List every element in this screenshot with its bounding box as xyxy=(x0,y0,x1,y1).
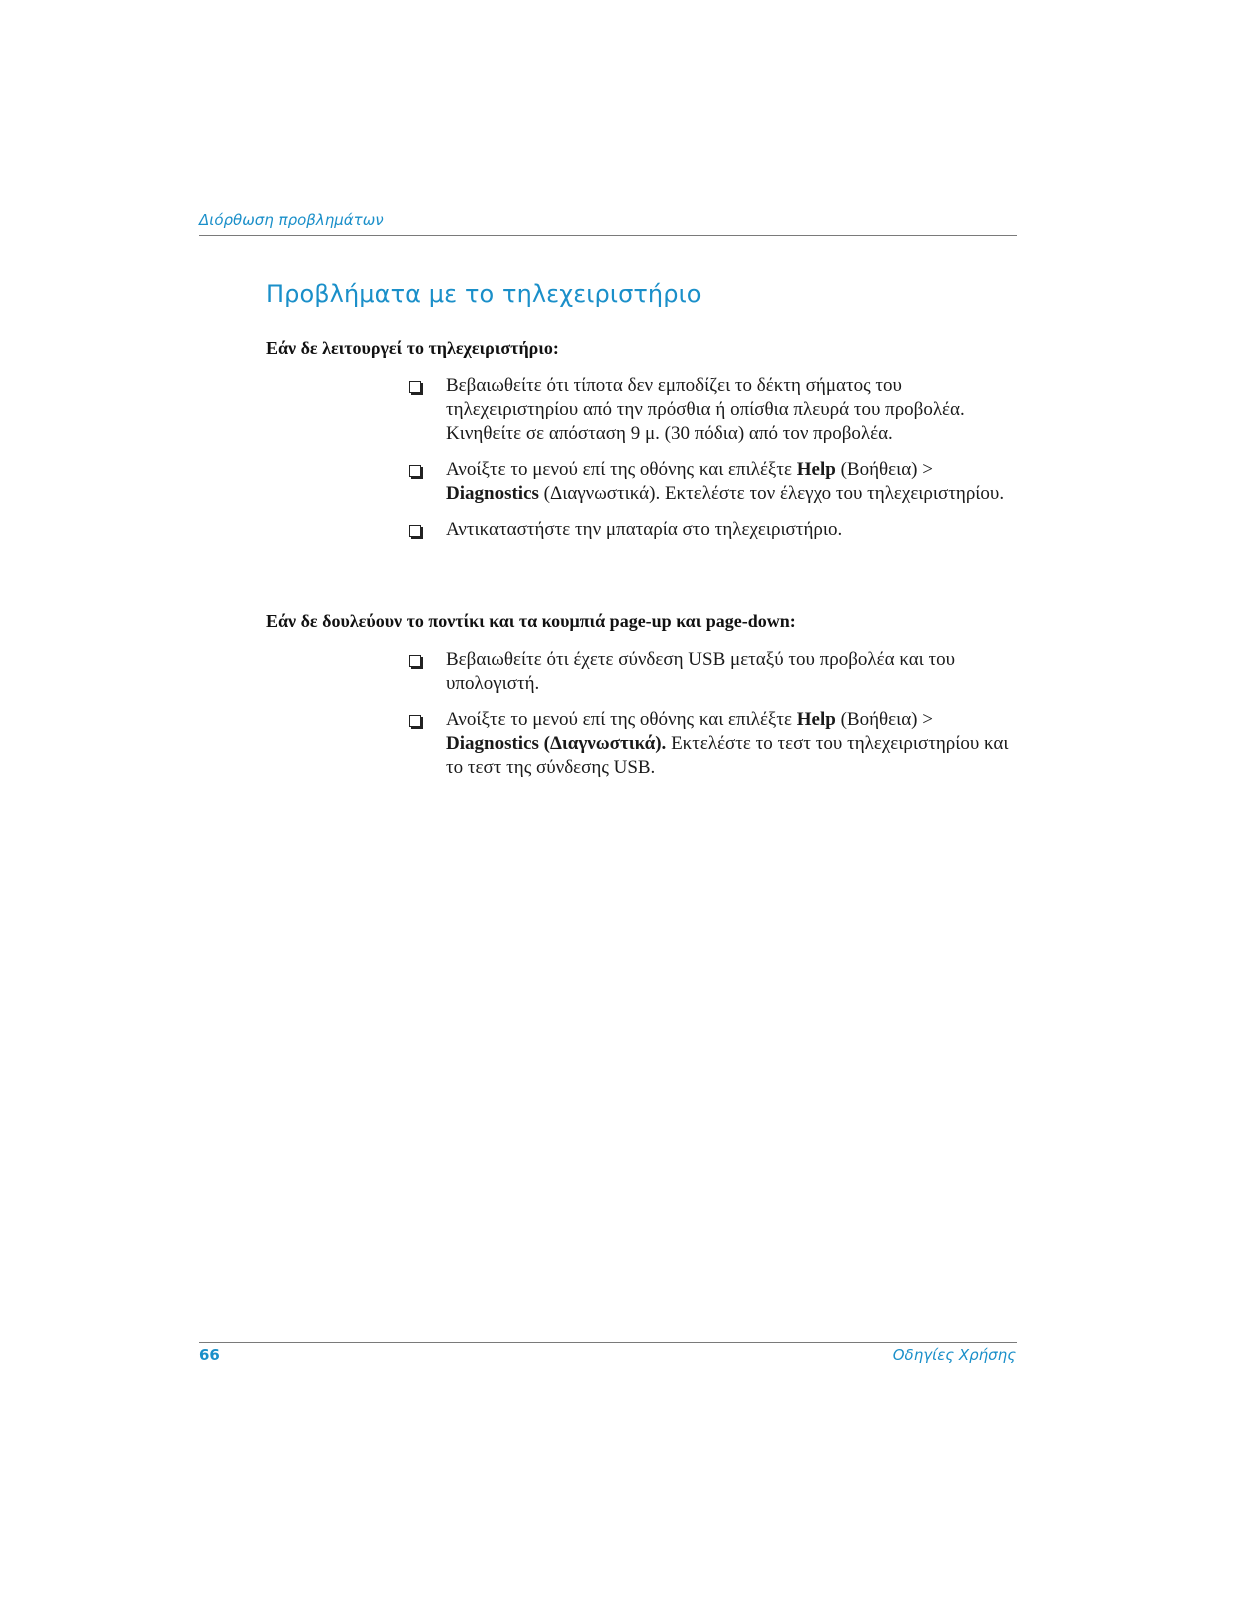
checkbox-bullet-icon xyxy=(409,715,421,727)
list-item xyxy=(407,648,1027,696)
bullet-list-mouse xyxy=(407,648,1027,792)
list-item xyxy=(407,708,1027,780)
list-item-text-post: (Διαγνωστικά). Εκτελέστε τον έλεγχο του τηλεχειριστηρίου. xyxy=(538,483,1005,504)
checkbox-bullet-icon xyxy=(409,465,421,477)
list-item xyxy=(407,518,1027,542)
checkbox-bullet-icon xyxy=(409,381,421,393)
subheading-remote: Εάν δε λειτουργεί το τηλεχειριστήριο: xyxy=(266,338,559,358)
bullet-list-remote xyxy=(407,374,1027,554)
list-item xyxy=(407,374,1027,446)
checkbox-bullet-icon xyxy=(409,655,421,667)
list-item-text-mid: (Βοήθεια) > xyxy=(835,709,933,730)
list-item-text-mid: (Βοήθεια) > xyxy=(835,459,933,480)
header-rule xyxy=(199,235,1017,236)
list-item-text: Αντικαταστήστε την μπαταρία στο τηλεχειριστήριο. xyxy=(446,519,843,540)
footer-doc-title: Οδηγίες Χρήσης xyxy=(892,1346,1016,1364)
menu-term-help: Help xyxy=(796,709,836,730)
subheading-mouse-buttons: Εάν δε δουλεύουν το ποντίκι και τα κουμπιά page-up και page-down: xyxy=(266,611,796,631)
footer-rule xyxy=(199,1342,1017,1343)
list-item-text-pre: Ανοίξτε το μενού επί της οθόνης και επιλέξτε xyxy=(446,459,797,480)
menu-term-help: Help xyxy=(796,459,836,480)
running-header: Διόρθωση προβλημάτων xyxy=(199,211,384,229)
section-title: Προβλήματα με το τηλεχειριστήριο xyxy=(266,280,702,308)
list-item-text: Βεβαιωθείτε ότι έχετε σύνδεση USB μεταξύ του προβολέα και του υπολογιστή. xyxy=(446,649,956,694)
menu-term-diagnostics: Diagnostics (Διαγνωστικά). xyxy=(446,733,667,754)
list-item-text: Βεβαιωθείτε ότι τίποτα δεν εμποδίζει το δέκτη σήματος του τηλεχειριστηρίου από την πρόσθια ή οπίσθια πλευρά του προβολέα. Κινηθείτε σε απόσταση 9 μ. (30 πόδια) από τον προβολέα. xyxy=(446,375,965,444)
list-item xyxy=(407,458,1027,506)
list-item-text-pre: Ανοίξτε το μενού επί της οθόνης και επιλέξτε xyxy=(446,709,797,730)
page-number: 66 xyxy=(199,1346,220,1364)
list-item-text-post: Εκτελέστε το τεστ του τηλεχειριστηρίου και το τεστ της σύνδεσης USB. xyxy=(446,733,1009,778)
checkbox-bullet-icon xyxy=(409,525,421,537)
menu-term-diagnostics: Diagnostics xyxy=(446,483,539,504)
